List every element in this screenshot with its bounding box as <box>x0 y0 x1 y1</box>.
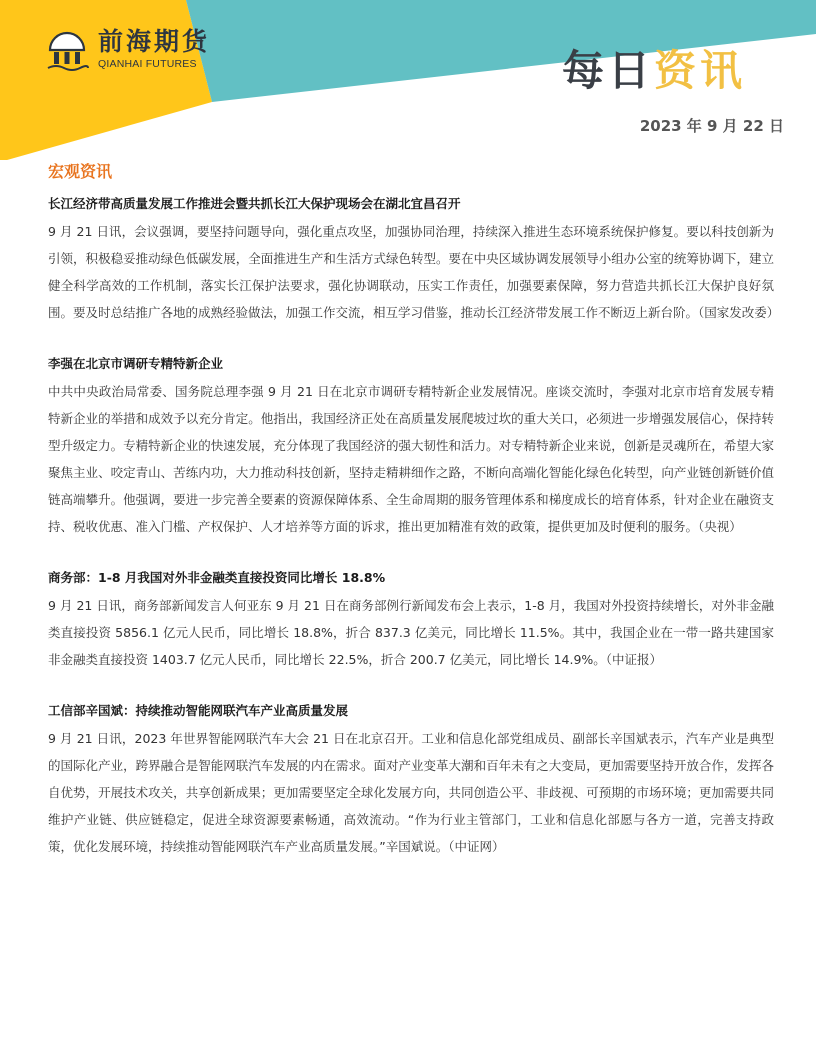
page-title-part-1: 每日 <box>561 46 654 95</box>
article <box>48 566 774 673</box>
page-title <box>562 46 746 96</box>
article-heading: 工信部辛国斌：持续推动智能网联汽车产业高质量发展 <box>48 703 349 718</box>
article <box>48 352 774 540</box>
article-body: 9 月 21 日讯，会议强调，要坚持问题导向，强化重点攻坚，加强协同治理，持续深入推进生态环境系统保护修复。要以科技创新为引领，积极稳妥推动绿色低碳发展，全面推进生产和生活方式绿色转型。要在中央区域协调发展领导小组办公室的统筹协调下，建立健全科学高效的工作机制，落实长江保护法要求，强化协调联动，压实工作责任，加强要素保障，努力营造共抓长江大保护良好氛围。要及时总结推广各地的成熟经验做法，加强工作交流，相互学习借鉴，推动长江经济带发展工作不断迈上新台阶。（国家发改委） <box>48 224 780 320</box>
article <box>48 192 780 326</box>
article-body: 9 月 21 日讯，2023 年世界智能网联汽车大会 21 日在北京召开。工业和信息化部党组成员、副部长辛国斌表示，汽车产业是典型的国际化产业，跨界融合是智能网联汽车发展的内在需求。面对产业变革大潮和百年未有之大变局，更加需要坚持开放合作，发挥各自优势，开展技术攻关，共享创新成果；更加需要坚定全球化发展方向，共同创造公平、非歧视、可预期的市场环境；更加需要共同维护产业链、供应链稳定，促进全球资源要素畅通，高效流动。“作为行业主管部门，工业和信息化部愿与各方一道，完善支持政策，优化发展环境，持续推动智能网联汽车产业高质量发展。”辛国斌说。（中证网） <box>48 731 774 854</box>
header-yellow-band <box>0 0 212 160</box>
logo-name-cn: 前海期货 <box>98 27 211 56</box>
section-title: 宏观资讯 <box>48 162 113 181</box>
article-heading: 商务部：1-8 月我国对外非金融类直接投资同比增长 18.8% <box>48 570 386 585</box>
article-list <box>48 192 780 860</box>
page-title-part-2: 资讯 <box>653 46 746 95</box>
logo-emblem-icon <box>44 28 90 74</box>
report-date: 2023 年 9 月 22 日 <box>639 117 784 135</box>
article-body: 中共中央政治局常委、国务院总理李强 9 月 21 日在北京市调研专精特新企业发展情况。座谈交流时，李强对北京市培育发展专精特新企业的举措和成效予以充分肯定。他指出，我国经济正处在高质量发展爬坡过坎的重大关口，必须进一步增强发展信心，保持转型升级定力。专精特新企业的快速发展，充分体现了我国经济的强大韧性和活力。对专精特新企业来说，创新是灵魂所在，希望大家聚焦主业、咬定青山、苦练内功，大力推动科技创新，坚持走精耕细作之路，不断向高端化智能化绿色化转型，向产业链创新链价值链高端攀升。他强调，要进一步完善全要素的资源保障体系、全生命周期的服务管理体系和梯度成长的培育体系，针对企业在融资支持、税收优惠、准入门槛、产权保护、人才培养等方面的诉求，推出更加精准有效的政策，提供更加及时便利的服务。（央视） <box>48 384 774 534</box>
company-logo <box>44 26 224 76</box>
article-body: 9 月 21 日讯，商务部新闻发言人何亚东 9 月 21 日在商务部例行新闻发布会上表示，1-8 月，我国对外投资持续增长，对外非金融类直接投资 5856.1 亿元人民币，同比增长 18.8%，折合 837.3 亿美元，同比增长 11.5%。其中，我国企业在一带一路共建国家非金融类直接投资 1403.7 亿元人民币，同比增长 22.5%，折合 200.7 亿美元，同比增长 14.9%。（中证报） <box>48 598 774 667</box>
logo-name-en: QIANHAI FUTURES <box>98 58 197 70</box>
article-heading: 李强在北京市调研专精特新企业 <box>48 356 224 371</box>
article-heading: 长江经济带高质量发展工作推进会暨共抓长江大保护现场会在湖北宜昌召开 <box>48 196 461 211</box>
article <box>48 699 774 860</box>
